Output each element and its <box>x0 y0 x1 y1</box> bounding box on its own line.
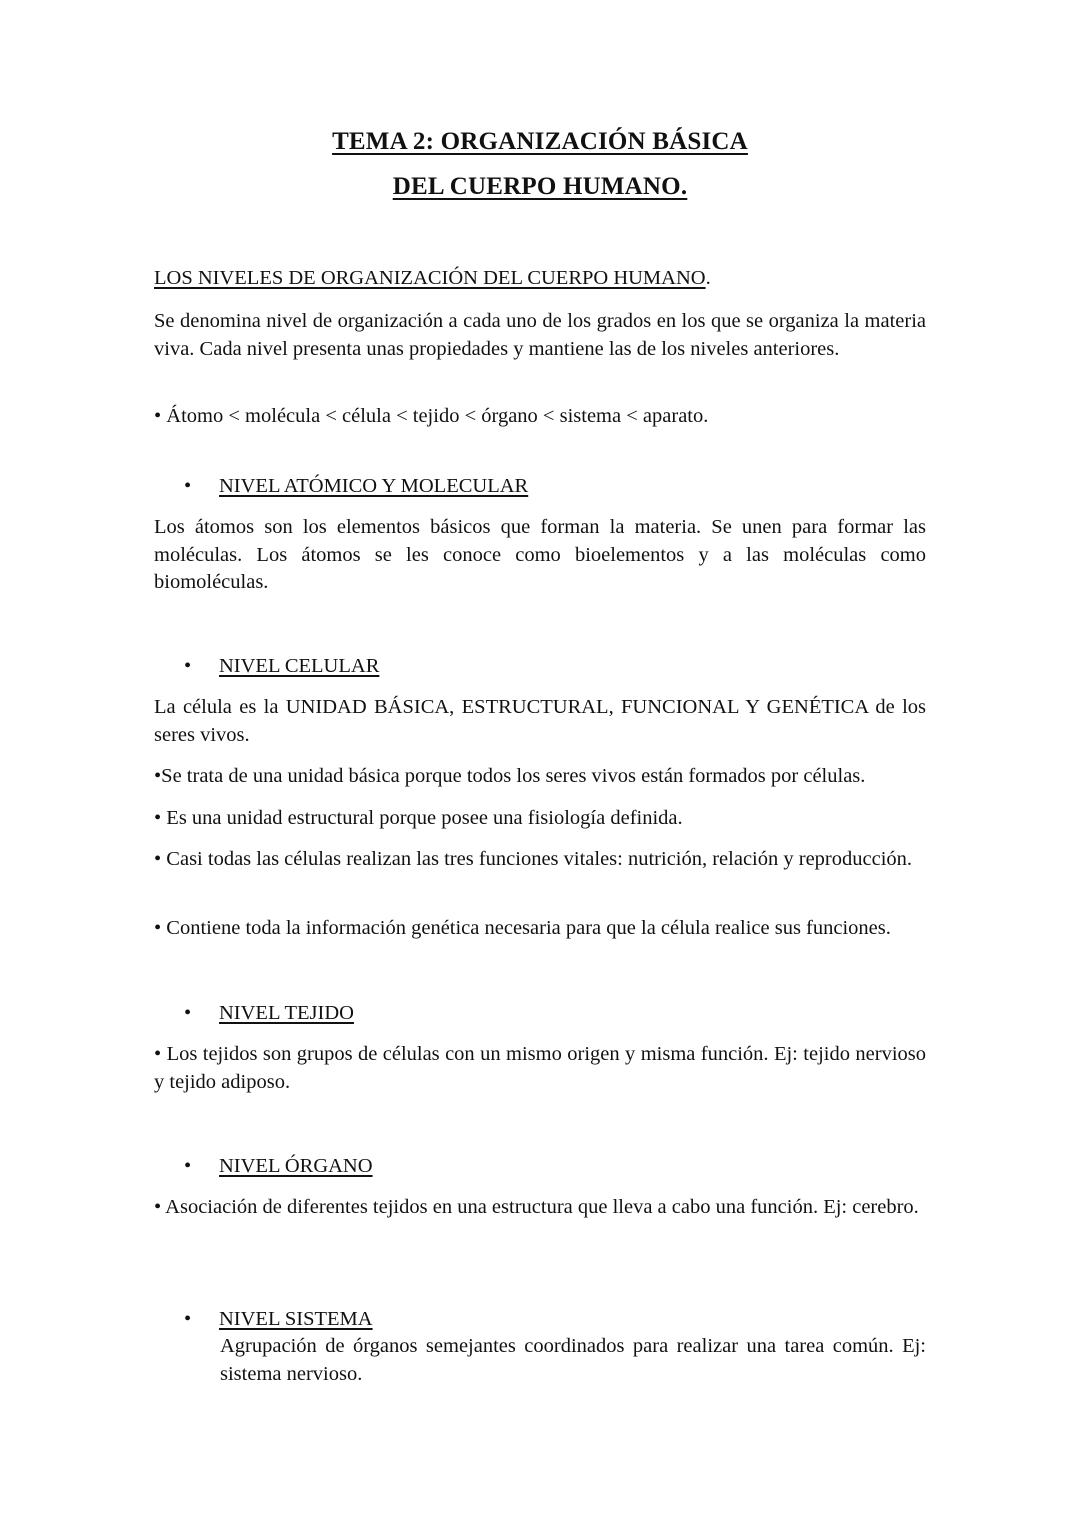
section-heading-atomico <box>184 473 528 501</box>
bullet-icon: • <box>184 475 192 497</box>
intro-paragraph: Se denomina nivel de organización a cada uno de los grados en los que se organiza la materia viva. Cada nivel presenta unas propiedades y mantiene las de los niveles anteriores. <box>154 310 926 360</box>
bullet-icon: • <box>184 655 192 677</box>
section-heading-organo <box>184 1153 373 1181</box>
celular-point: • Es una unidad estructural porque posee una fisiología definida. <box>154 807 683 829</box>
intro-heading-period: . <box>705 267 711 289</box>
section-heading-atomico-text: NIVEL ATÓMICO Y MOLECULAR <box>219 475 529 497</box>
section-paragraph-organo: • Asociación de diferentes tejidos en una estructura que lleva a cabo una función. Ej: cerebro. <box>154 1196 919 1218</box>
section-heading-organo-text: NIVEL ÓRGANO <box>219 1155 373 1177</box>
title-line-2: DEL CUERPO HUMANO. <box>392 173 688 200</box>
section-heading-sistema <box>184 1306 373 1334</box>
celular-point: • Contiene toda la información genética necesaria para que la célula realice sus funciones. <box>154 917 891 939</box>
celular-point: •Se trata de una unidad básica porque todos los seres vivos están formados por células. <box>154 765 866 787</box>
bullet-icon: • <box>184 1308 192 1330</box>
section-paragraph-sistema: Agrupación de órganos semejantes coordinados para realizar una tarea común. Ej: sistema nervioso. <box>220 1335 926 1385</box>
intro-heading <box>154 265 926 293</box>
title-line-1: TEMA 2: ORGANIZACIÓN BÁSICA <box>332 128 748 155</box>
bullet-icon: • <box>184 1002 192 1024</box>
levels-sequence: • Átomo < molécula < célula < tejido < órgano < sistema < aparato. <box>154 405 709 427</box>
celular-point: • Casi todas las células realizan las tres funciones vitales: nutrición, relación y reproducción. <box>154 848 913 870</box>
section-heading-tejido <box>184 1000 354 1028</box>
intro-heading-text: LOS NIVELES DE ORGANIZACIÓN DEL CUERPO HUMANO <box>154 267 706 289</box>
bullet-icon: • <box>184 1155 192 1177</box>
section-paragraph-celular: La célula es la UNIDAD BÁSICA, ESTRUCTURAL, FUNCIONAL Y GENÉTICA de los seres vivos. <box>154 696 926 746</box>
section-heading-tejido-text: NIVEL TEJIDO <box>219 1002 354 1024</box>
section-heading-sistema-text: NIVEL SISTEMA <box>219 1308 373 1330</box>
section-heading-celular <box>184 653 379 681</box>
section-heading-celular-text: NIVEL CELULAR <box>219 655 380 677</box>
section-paragraph-tejido: • Los tejidos son grupos de células con un mismo origen y misma función. Ej: tejido nervioso y tejido adiposo. <box>154 1043 926 1093</box>
section-paragraph-atomico: Los átomos son los elementos básicos que forman la materia. Se unen para formar las moléculas. Los átomos se les conoce como bioelementos y a las moléculas como biomoléculas. <box>154 516 926 593</box>
